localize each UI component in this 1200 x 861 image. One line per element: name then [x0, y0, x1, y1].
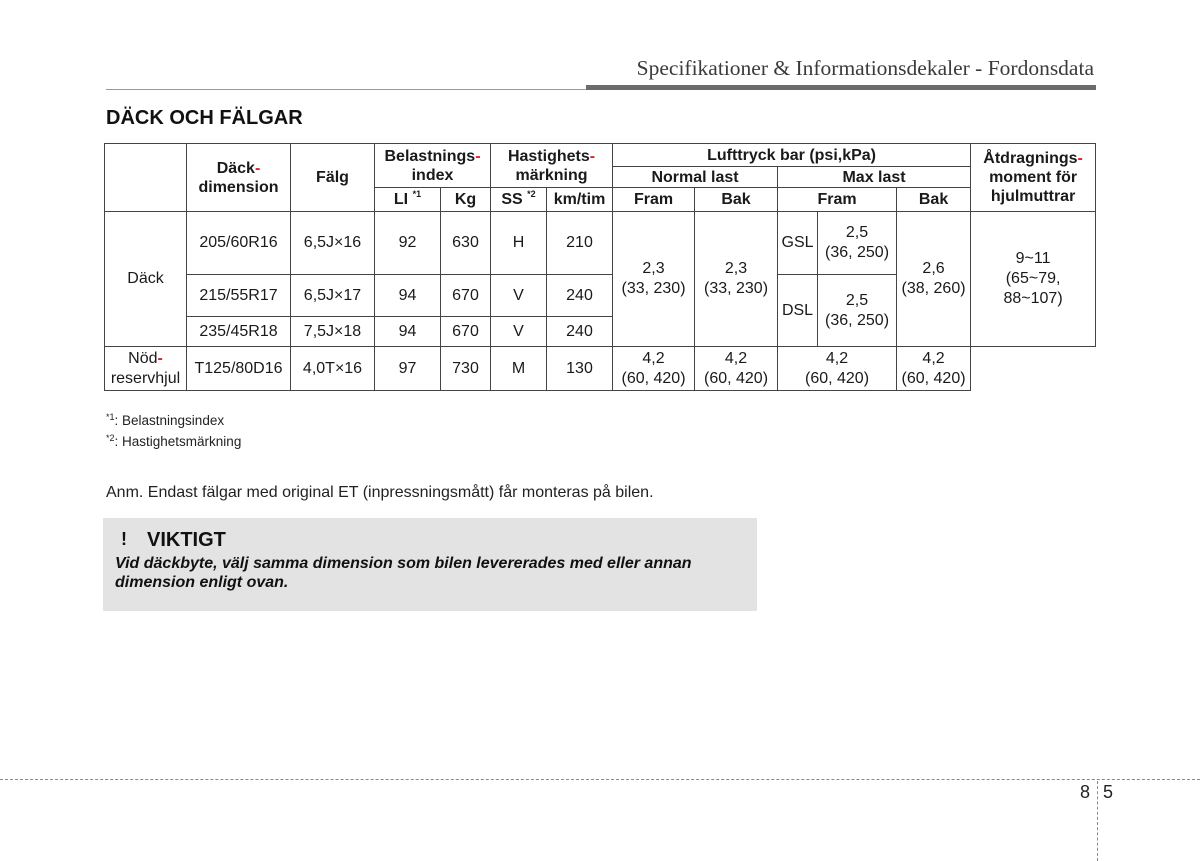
cell-kg: 630 — [441, 212, 491, 275]
footnote-speed-rating: $^{*2}$: Hastighetsmärkning — [106, 433, 242, 449]
cell-dsl-pressure: 2,5 (36, 250) — [818, 275, 897, 347]
cell-ss: H — [491, 212, 547, 275]
cell-dimension: 235/45R18 — [187, 317, 291, 347]
cell-spare-normal-front: 4,2 (60, 420) — [613, 347, 695, 391]
notice-text: Vid däckbyte, välj samma dimension som bilen levererades med eller annan dimension enligt ovan. — [115, 555, 692, 591]
cell-li: 97 — [375, 347, 441, 391]
col-header-li: LI $^{*1}$ — [375, 188, 441, 212]
rim-offset-note: Anm. Endast fälgar med original ET (inpressningsmått) får monteras på bilen. — [106, 484, 654, 501]
cell-kmh: 130 — [547, 347, 613, 391]
cell-ss: M — [491, 347, 547, 391]
cell-li: 92 — [375, 212, 441, 275]
exclamation-icon: ! — [121, 529, 127, 549]
cell-kmh: 210 — [547, 212, 613, 275]
table-header-row — [105, 144, 1096, 167]
col-header-speed-rating: Hastighets- märkning — [491, 144, 613, 188]
tire-spec-table — [104, 143, 1096, 391]
table-row — [105, 347, 1096, 391]
cell-ss: V — [491, 275, 547, 317]
page-header-title: Specifikationer & Informationsdekaler - Fordonsdata — [636, 56, 1094, 80]
col-header-normal-front: Fram — [613, 188, 695, 212]
cell-spare-max-front: 4,2 (60, 420) — [778, 347, 897, 391]
important-notice-box — [103, 518, 757, 611]
row-label-spare: Nöd- reservhjul — [105, 347, 187, 391]
header-rule — [106, 89, 586, 90]
col-header-torque: Åtdragnings- moment för hjulmuttrar — [971, 144, 1096, 212]
cell-kmh: 240 — [547, 317, 613, 347]
page-number: 5 — [1103, 782, 1114, 802]
col-header-normal-load: Normal last — [613, 167, 778, 188]
cell-max-rear-pressure: 2,6 (38, 260) — [897, 212, 971, 347]
footer-page-divider — [1097, 781, 1098, 861]
cell-rim: 7,5J×18 — [291, 317, 375, 347]
cell-dsl-label: DSL — [778, 275, 818, 347]
cell-li: 94 — [375, 317, 441, 347]
cell-torque: 9~11 (65~79, 88~107) — [971, 212, 1096, 347]
col-header-dimension: Däck- dimension — [187, 144, 291, 212]
footer-divider — [0, 779, 1200, 780]
cell-ss: V — [491, 317, 547, 347]
cell-dimension: T125/80D16 — [187, 347, 291, 391]
empty-corner-cell — [105, 144, 187, 212]
col-header-max-rear: Bak — [897, 188, 971, 212]
cell-normal-front-pressure: 2,3 (33, 230) — [613, 212, 695, 347]
cell-kmh: 240 — [547, 275, 613, 317]
cell-kg: 670 — [441, 275, 491, 317]
col-header-ss: SS $^{*2}$ — [491, 188, 547, 212]
col-header-max-load: Max last — [778, 167, 971, 188]
section-title: DÄCK OCH FÄLGAR — [106, 107, 303, 129]
cell-gsl-label: GSL — [778, 212, 818, 275]
row-label-tire: Däck — [105, 212, 187, 347]
cell-kg: 670 — [441, 317, 491, 347]
header-accent-bar — [586, 85, 1096, 90]
col-header-kg: Kg — [441, 188, 491, 212]
cell-normal-rear-pressure: 2,3 (33, 230) — [695, 212, 778, 347]
cell-spare-max-rear: 4,2 (60, 420) — [897, 347, 971, 391]
cell-rim: 6,5J×17 — [291, 275, 375, 317]
col-header-pressure: Lufttryck bar (psi,kPa) — [613, 144, 971, 167]
table-row — [105, 212, 1096, 275]
notice-title: VIKTIGT — [147, 529, 226, 551]
cell-rim: 6,5J×16 — [291, 212, 375, 275]
col-header-normal-rear: Bak — [695, 188, 778, 212]
cell-dimension: 215/55R17 — [187, 275, 291, 317]
col-header-load-index: Belastnings- index — [375, 144, 491, 188]
col-header-rim: Fälg — [291, 144, 375, 212]
cell-rim: 4,0T×16 — [291, 347, 375, 391]
cell-li: 94 — [375, 275, 441, 317]
cell-kg: 730 — [441, 347, 491, 391]
cell-spare-normal-rear: 4,2 (60, 420) — [695, 347, 778, 391]
cell-dimension: 205/60R16 — [187, 212, 291, 275]
page-section-number: 8 — [1080, 782, 1091, 802]
cell-gsl-pressure: 2,5 (36, 250) — [818, 212, 897, 275]
footnote-load-index: $^{*1}$: Belastningsindex — [106, 412, 225, 428]
col-header-max-front: Fram — [778, 188, 897, 212]
col-header-kmh: km/tim — [547, 188, 613, 212]
